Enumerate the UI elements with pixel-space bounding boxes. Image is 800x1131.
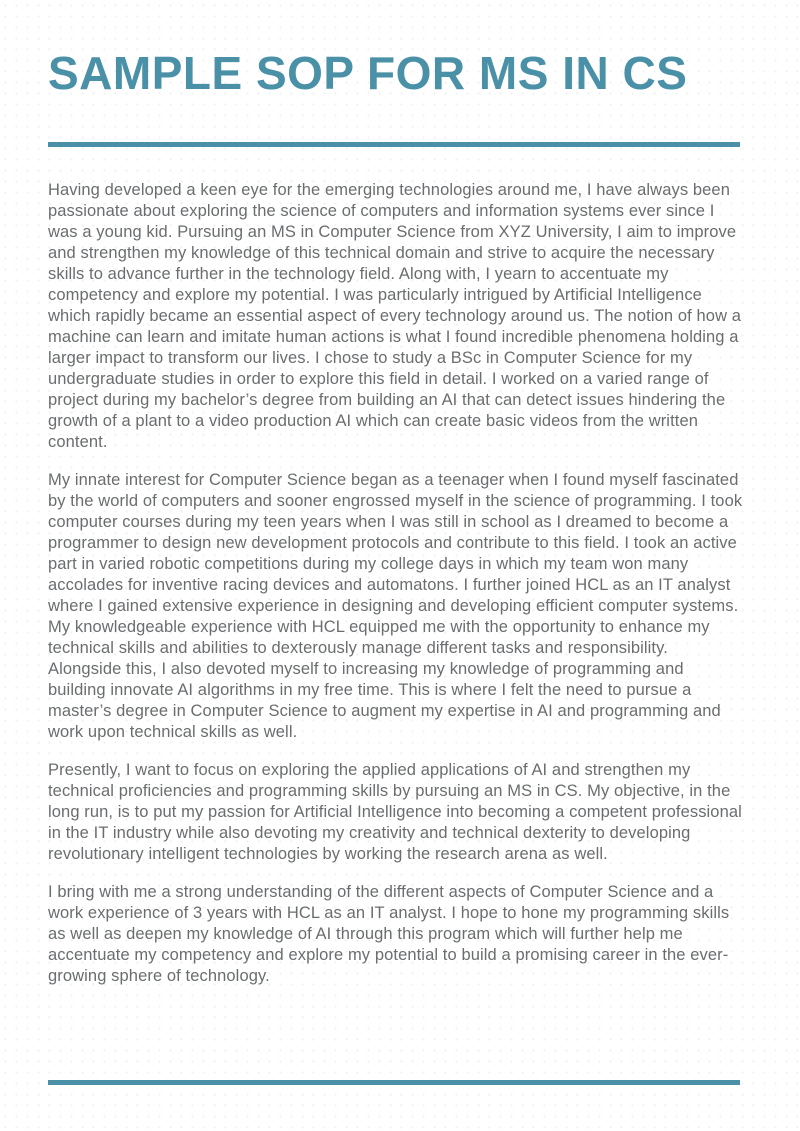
- page-title: SAMPLE SOP FOR MS IN CS: [48, 47, 688, 99]
- footer-divider: [48, 1080, 740, 1085]
- document-body: [48, 180, 744, 987]
- sop-paragraph-3: Presently, I want to focus on exploring the applied applications of AI and strengthen my technical proficiencies and programming skills by pursuing an MS in CS. My objective, in the long run, is to put my passion for Artificial Intelligence into becoming a competent professional in the IT industry while also devoting my creativity and technical dexterity to developing revolutionary intelligent technologies by working the research arena as well.: [48, 761, 742, 863]
- sop-paragraph-2: My innate interest for Computer Science began as a teenager when I found myself fascinated by the world of computers and sooner engrossed myself in the science of programming. I took computer courses during my teen years when I was still in school as I dreamed to become a programmer to design new development protocols and contribute to this field. I took an active part in varied robotic competitions during my college days in which my team won many accolades for inventive racing devices and automatons. I further joined HCL as an IT analyst where I gained extensive experience in designing and developing efficient computer systems. My knowledgeable experience with HCL equipped me with the opportunity to enhance my technical skills and abilities to dexterously manage different tasks and responsibility. Alongside this, I also devoted myself to increasing my knowledge of programming and building innovate AI algorithms in my free time. This is where I felt the need to pursue a master’s degree in Computer Science to augment my expertise in AI and programming and work upon technical skills as well.: [48, 471, 743, 741]
- sop-paragraph-1: Having developed a keen eye for the emerging technologies around me, I have always been passionate about exploring the science of computers and information systems ever since I was a young kid. Pursuing an MS in Computer Science from XYZ University, I aim to improve and strengthen my knowledge of this technical domain and strive to acquire the necessary skills to advance further in the technology field. Along with, I yearn to accentuate my competency and explore my potential. I was particularly intrigued by Artificial Intelligence which rapidly became an essential aspect of every technology around us. The notion of how a machine can learn and imitate human actions is what I found incredible phenomena holding a larger impact to transform our lives. I chose to study a BSc in Computer Science for my undergraduate studies in order to explore this field in detail. I worked on a varied range of project during my bachelor’s degree from building an AI that can detect issues hindering the growth of a plant to a video production AI which can create basic videos from the written content.: [48, 181, 742, 451]
- sop-paragraph-4: I bring with me a strong understanding of the different aspects of Computer Science and a work experience of 3 years with HCL as an IT analyst. I hope to hone my programming skills as well as deepen my knowledge of AI through this program which will further help me accentuate my competency and explore my potential to build a promising career in the ever-growing sphere of technology.: [48, 883, 730, 985]
- title-divider: [48, 142, 740, 147]
